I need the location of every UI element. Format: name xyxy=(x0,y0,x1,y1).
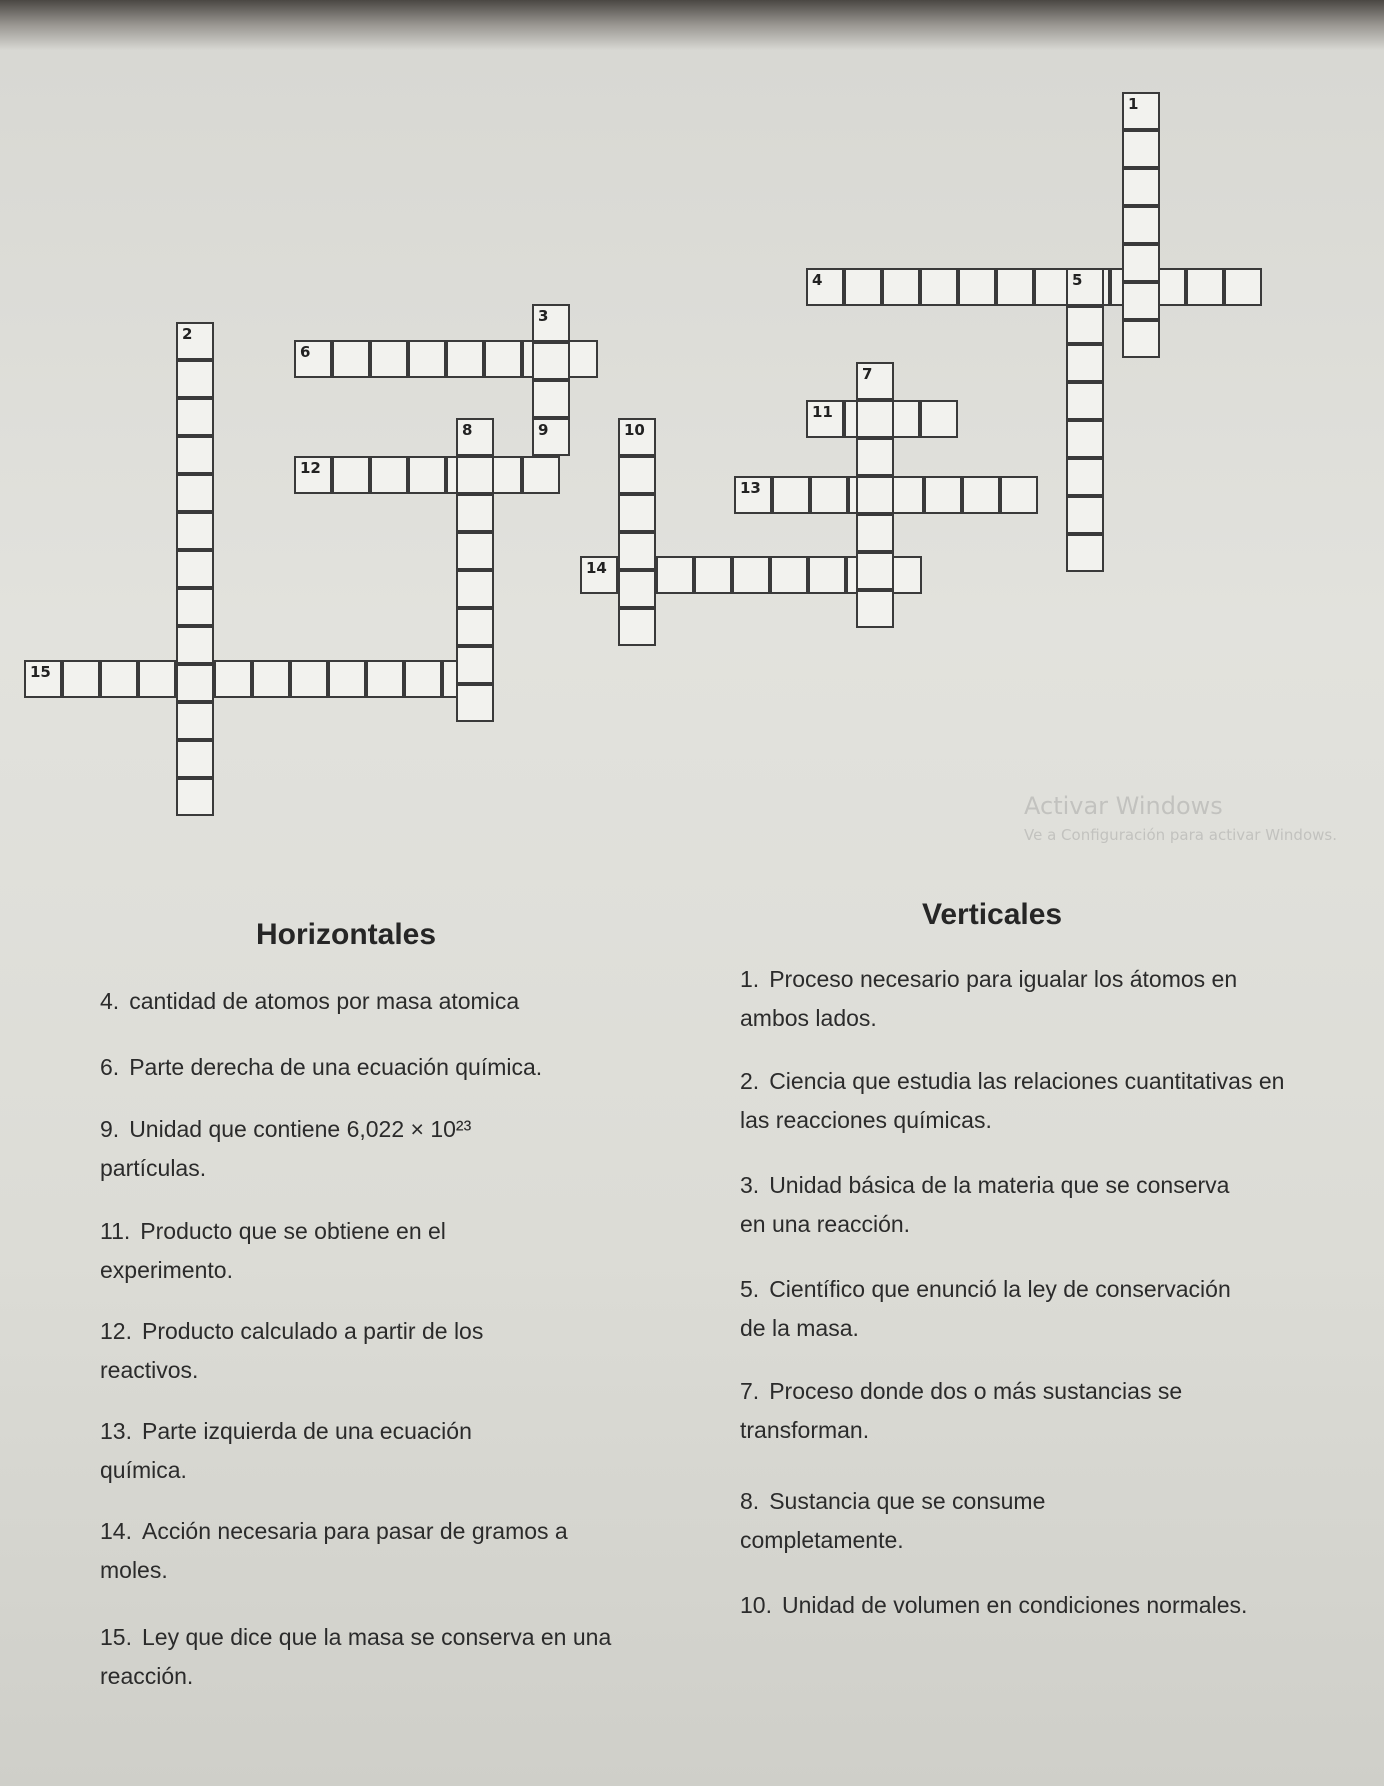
verticales-heading: Verticales xyxy=(922,898,1063,931)
crossword-cell[interactable] xyxy=(456,684,494,722)
crossword-cell[interactable] xyxy=(856,514,894,552)
crossword-cell[interactable] xyxy=(732,556,770,594)
crossword-cell[interactable] xyxy=(332,456,370,494)
crossword-cell[interactable] xyxy=(24,660,62,698)
crossword-cell[interactable] xyxy=(456,456,494,494)
clue-number: 11 xyxy=(812,403,833,421)
crossword-cell[interactable] xyxy=(618,570,656,608)
clue-h-6: 6. Parte derecha de una ecuación química. xyxy=(100,1054,543,1080)
clue-h-15: 15. Ley que dice que la masa se conserva en una reacción. xyxy=(100,1624,612,1689)
crossword-cell[interactable] xyxy=(924,476,962,514)
clue-h-9: 9. Unidad que contiene 6,022 × 10²³ partículas. xyxy=(100,1116,472,1181)
crossword-cell[interactable] xyxy=(856,362,894,400)
crossword-cell[interactable] xyxy=(806,400,844,438)
clue-v-1: 1. Proceso necesario para igualar los átomos en ambos lados. xyxy=(740,966,1238,1031)
watermark-title: Activar Windows xyxy=(1024,792,1223,820)
crossword-cell[interactable] xyxy=(446,340,484,378)
clue-h-4: 4. cantidad de atomos por masa atomica xyxy=(100,988,520,1014)
crossword-cell[interactable] xyxy=(456,646,494,684)
crossword-cell[interactable] xyxy=(962,476,1000,514)
clue-number: 7 xyxy=(862,365,873,383)
crossword-cell[interactable] xyxy=(176,626,214,664)
clue-number: 2 xyxy=(182,325,193,343)
crossword-cell[interactable] xyxy=(1066,496,1104,534)
crossword-cell[interactable] xyxy=(580,556,618,594)
crossword-cell[interactable] xyxy=(1224,268,1262,306)
crossword-cell[interactable] xyxy=(176,588,214,626)
crossword-cell[interactable] xyxy=(138,660,176,698)
crossword-cell[interactable] xyxy=(920,400,958,438)
crossword-cell[interactable] xyxy=(370,340,408,378)
crossword-cell[interactable] xyxy=(856,400,894,438)
clue-number: 8 xyxy=(462,421,473,439)
crossword-cell[interactable] xyxy=(176,778,214,816)
crossword-cell[interactable] xyxy=(176,474,214,512)
crossword-cell[interactable] xyxy=(484,340,522,378)
crossword-cell[interactable] xyxy=(176,664,214,702)
clue-h-14: 14. Acción necesaria para pasar de gramos a moles. xyxy=(100,1518,568,1583)
crossword-cell[interactable] xyxy=(1066,306,1104,344)
crossword-cell[interactable] xyxy=(176,702,214,740)
crossword-cell[interactable] xyxy=(532,418,570,456)
clue-number: 4 xyxy=(812,271,823,289)
clue-number: 3 xyxy=(538,307,549,325)
clue-number: 13 xyxy=(740,479,761,497)
crossword-cell[interactable] xyxy=(1066,344,1104,382)
crossword-cell[interactable] xyxy=(532,342,570,380)
clue-number: 14 xyxy=(586,559,607,577)
clue-h-11: 11. Producto que se obtiene en el experimento. xyxy=(100,1218,446,1283)
crossword-cell[interactable] xyxy=(176,322,214,360)
clue-v-8: 8. Sustancia que se consume completamente. xyxy=(740,1488,1046,1553)
crossword-cell[interactable] xyxy=(176,398,214,436)
crossword-cell[interactable] xyxy=(532,304,570,342)
clue-v-7: 7. Proceso donde dos o más sustancias se transforman. xyxy=(740,1378,1183,1443)
crossword-cell[interactable] xyxy=(332,340,370,378)
crossword-cell[interactable] xyxy=(618,456,656,494)
crossword-cell[interactable] xyxy=(856,438,894,476)
crossword-cell[interactable] xyxy=(770,556,808,594)
crossword-cell[interactable] xyxy=(1000,476,1038,514)
crossword-cell[interactable] xyxy=(100,660,138,698)
crossword-cell[interactable] xyxy=(456,608,494,646)
clue-v-5: 5. Científico que enunció la ley de conservación de la masa. xyxy=(740,1276,1231,1341)
crossword-cell[interactable] xyxy=(522,456,560,494)
crossword-cell[interactable] xyxy=(176,436,214,474)
clue-number: 9 xyxy=(538,421,549,439)
clue-number: 10 xyxy=(624,421,645,439)
crossword-cell[interactable] xyxy=(176,512,214,550)
crossword-cell[interactable] xyxy=(252,660,290,698)
crossword-cell[interactable] xyxy=(1066,268,1104,306)
crossword-cell[interactable] xyxy=(408,340,446,378)
crossword-cell[interactable] xyxy=(618,608,656,646)
crossword-cell[interactable] xyxy=(844,268,882,306)
clue-number: 12 xyxy=(300,459,321,477)
crossword-cell[interactable] xyxy=(856,552,894,590)
clue-number: 15 xyxy=(30,663,51,681)
crossword-cell[interactable] xyxy=(176,360,214,398)
crossword-cell[interactable] xyxy=(618,418,656,456)
crossword-cell[interactable] xyxy=(1122,282,1160,320)
crossword-cell[interactable] xyxy=(920,268,958,306)
crossword-cell[interactable] xyxy=(1066,382,1104,420)
crossword-cell[interactable] xyxy=(1122,320,1160,358)
clue-number: 5 xyxy=(1072,271,1083,289)
crossword-cell[interactable] xyxy=(532,380,570,418)
crossword-cell[interactable] xyxy=(62,660,100,698)
crossword-cell[interactable] xyxy=(772,476,810,514)
clue-v-2: 2. Ciencia que estudia las relaciones cuantitativas en las reacciones químicas. xyxy=(740,1068,1285,1133)
crossword-cell[interactable] xyxy=(808,556,846,594)
crossword-cell[interactable] xyxy=(1122,168,1160,206)
crossword-cell[interactable] xyxy=(618,532,656,570)
crossword-cell[interactable] xyxy=(456,570,494,608)
horizontales-heading: Horizontales xyxy=(256,918,437,951)
crossword-cell[interactable] xyxy=(1122,244,1160,282)
clue-number: 6 xyxy=(300,343,311,361)
crossword-cell[interactable] xyxy=(1122,92,1160,130)
crossword-cell[interactable] xyxy=(290,660,328,698)
crossword-cell[interactable] xyxy=(1186,268,1224,306)
clue-v-10: 10. Unidad de volumen en condiciones normales. xyxy=(740,1592,1248,1618)
crossword-cell[interactable] xyxy=(856,476,894,514)
crossword-cell[interactable] xyxy=(328,660,366,698)
crossword-cell[interactable] xyxy=(408,456,446,494)
crossword-cell[interactable] xyxy=(176,740,214,778)
crossword-cell[interactable] xyxy=(1122,130,1160,168)
crossword-cell[interactable] xyxy=(810,476,848,514)
clue-v-3: 3. Unidad básica de la materia que se conserva en una reacción. xyxy=(740,1172,1230,1237)
crossword-cell[interactable] xyxy=(214,660,252,698)
crossword-cell[interactable] xyxy=(456,532,494,570)
crossword-cell[interactable] xyxy=(1066,534,1104,572)
crossword-cell[interactable] xyxy=(366,660,404,698)
watermark-subtitle: Ve a Configuración para activar Windows. xyxy=(1024,826,1337,844)
crossword-cell[interactable] xyxy=(456,418,494,456)
crossword-cell[interactable] xyxy=(176,550,214,588)
clue-number: 1 xyxy=(1128,95,1139,113)
crossword-cell[interactable] xyxy=(1122,206,1160,244)
clue-h-13: 13. Parte izquierda de una ecuación química. xyxy=(100,1418,472,1483)
crossword-cell[interactable] xyxy=(456,494,494,532)
crossword-cell[interactable] xyxy=(656,556,694,594)
crossword-cell[interactable] xyxy=(370,456,408,494)
crossword-cell[interactable] xyxy=(1066,420,1104,458)
crossword-cell[interactable] xyxy=(856,590,894,628)
crossword-cell[interactable] xyxy=(882,268,920,306)
crossword-cell[interactable] xyxy=(734,476,772,514)
crossword-cell[interactable] xyxy=(404,660,442,698)
crossword-cell[interactable] xyxy=(1066,458,1104,496)
crossword-cell[interactable] xyxy=(294,456,332,494)
clue-h-12: 12. Producto calculado a partir de los reactivos. xyxy=(100,1318,484,1383)
crossword-cell[interactable] xyxy=(958,268,996,306)
crossword-cell[interactable] xyxy=(996,268,1034,306)
crossword-cell[interactable] xyxy=(806,268,844,306)
crossword-cell[interactable] xyxy=(618,494,656,532)
crossword-cell[interactable] xyxy=(694,556,732,594)
crossword-cell[interactable] xyxy=(294,340,332,378)
